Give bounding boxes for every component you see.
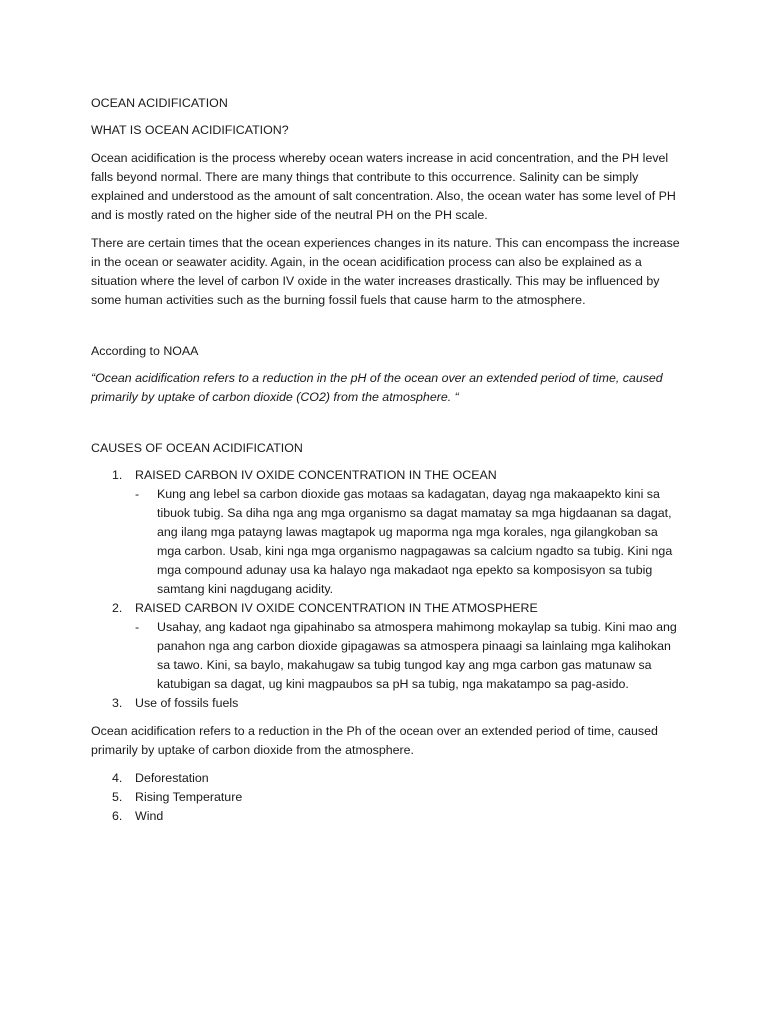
list-item bbox=[91, 466, 681, 599]
list-item bbox=[91, 807, 681, 826]
list-item-title: Use of fossils fuels bbox=[135, 696, 239, 710]
list-item-title: RAISED CARBON IV OXIDE CONCENTRATION IN THE OCEAN bbox=[135, 468, 497, 482]
list-item-number: 4. bbox=[112, 771, 123, 785]
spacer bbox=[91, 416, 681, 439]
sub-list-item-text: Usahay, ang kadaot nga gipahinabo sa atmospera mahimong mokaylap sa tubig. Kini mao ang panahon nga ang carbon dioxide gipagawas sa atmospera pinaagi sa lainlaing mga kalihokan sa tawo. Kini, sa baylo, makahugaw sa tubig tungod kay ang mga carbon gas matunaw sa katubigan sa dagat, ug kini magpaubos sa pH sa tubig, nga makatampo sa pag-asido. bbox=[157, 620, 677, 691]
sub-list-item bbox=[135, 485, 681, 599]
list-item-title: Rising Temperature bbox=[135, 790, 243, 804]
document-page bbox=[91, 94, 681, 826]
dash-bullet: - bbox=[135, 620, 140, 634]
list-item bbox=[91, 769, 681, 788]
list-item-title: RAISED CARBON IV OXIDE CONCENTRATION IN THE ATMOSPHERE bbox=[135, 601, 538, 615]
sub-list bbox=[135, 485, 681, 599]
list-item-number: 1. bbox=[112, 468, 123, 482]
spacer bbox=[91, 319, 681, 342]
paragraph-changes: There are certain times that the ocean experiences changes in its nature. This can encompass the increase in the ocean or seawater acidity. Again, in the ocean acidification process can also be explained as a situation where the level of carbon IV oxide in the water increases drastically. This may be influenced by some human activities such as the burning fossil fuels that cause harm to the atmosphere. bbox=[91, 236, 680, 307]
list-item-title: Wind bbox=[135, 809, 164, 823]
list-item-number: 5. bbox=[112, 790, 123, 804]
list-item bbox=[91, 788, 681, 807]
noaa-heading: According to NOAA bbox=[91, 344, 199, 358]
paragraph-summary: Ocean acidification refers to a reduction in the Ph of the ocean over an extended period of time, caused primarily by uptake of carbon dioxide from the atmosphere. bbox=[91, 724, 658, 757]
causes-list-continued bbox=[91, 769, 681, 826]
causes-list bbox=[91, 466, 681, 713]
list-item-title: Deforestation bbox=[135, 771, 209, 785]
noaa-quote: “Ocean acidification refers to a reduction in the pH of the ocean over an extended period of time, caused primarily by uptake of carbon dioxide (CO2) from the atmosphere. “ bbox=[91, 371, 663, 404]
section-heading-what-is: WHAT IS OCEAN ACIDIFICATION? bbox=[91, 123, 289, 137]
list-item bbox=[91, 694, 681, 713]
list-item bbox=[91, 599, 681, 694]
sub-list bbox=[135, 618, 681, 694]
sub-list-item bbox=[135, 618, 681, 694]
causes-heading: CAUSES OF OCEAN ACIDIFICATION bbox=[91, 441, 303, 455]
list-item-number: 3. bbox=[112, 696, 123, 710]
paragraph-definition: Ocean acidification is the process whereby ocean waters increase in acid concentration, and the PH level falls beyond normal. There are many things that contribute to this occurrence. Salinity can be simply explained and understood as the amount of salt concentration. Also, the ocean water has some level of PH and is mostly rated on the higher side of the neutral PH on the PH scale. bbox=[91, 151, 676, 222]
dash-bullet: - bbox=[135, 487, 140, 501]
sub-list-item-text: Kung ang lebel sa carbon dioxide gas motaas sa kadagatan, dayag nga makaapekto kini sa tibuok tubig. Sa diha nga ang mga organismo sa dagat mamatay sa mga higdaanan sa dagat, ang ilang mga patayng lawas magtapok ug maporma nga mga korales, nga gilangkoban sa mga carbon. Usab, kini nga mga organismo nagpagawas sa calcium ngadto sa tubig. Kini nga mga compound adunay usa ka halayo nga makadaot nga epekto sa komposisyon sa tubig samtang kini nagdugang acidity. bbox=[157, 487, 673, 596]
list-item-number: 2. bbox=[112, 601, 123, 615]
list-item-number: 6. bbox=[112, 809, 123, 823]
document-title: OCEAN ACIDIFICATION bbox=[91, 96, 228, 110]
